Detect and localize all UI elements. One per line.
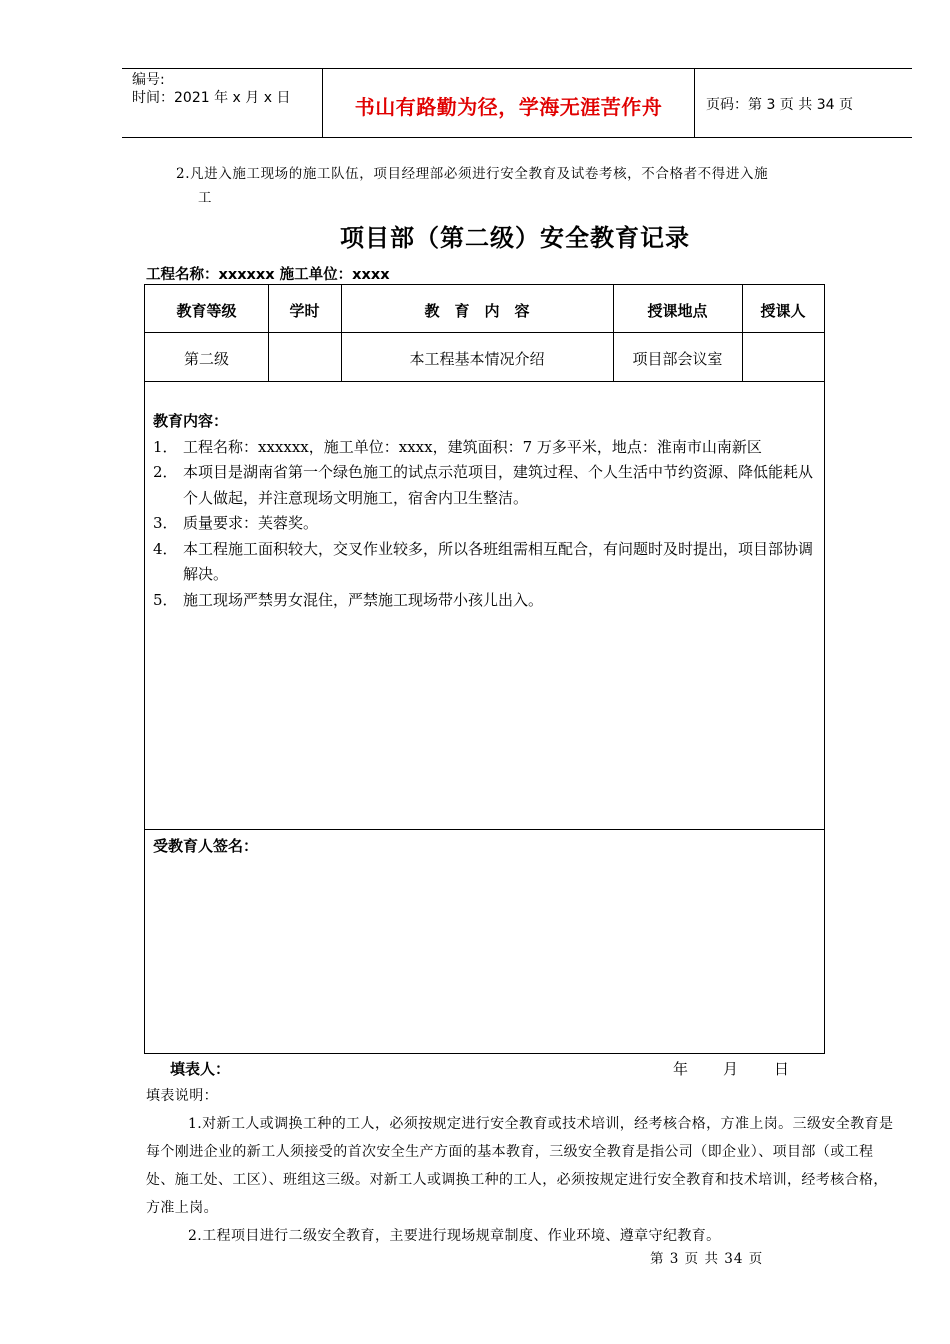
page-footer: 第 3 页 共 34 页 (650, 1251, 764, 1267)
project-line: 工程名称：xxxxxx 施工单位：xxxx (146, 267, 390, 283)
header-divider (694, 69, 695, 137)
list-item (153, 588, 818, 614)
item-text: 施工现场严禁男女混住，严禁施工现场带小孩儿出入。 (183, 590, 544, 609)
item-text: 质量要求：芙蓉奖。 (183, 514, 319, 532)
list-item (153, 460, 818, 511)
fill-notes (146, 1082, 898, 1250)
header-cell-location: 授课地点 (647, 302, 708, 320)
notes-paragraph-1: 1.对新工人或调换工种的工人，必须按规定进行安全教育或技术培训，经考核合格，方准上岗。三级安全教育是每个刚进企业的新工人须接受的首次安全生产方面的基本教育，三级安全教育是指公司（即企业）、项目部（或工程处、施工处、工区）、班组这三级。对新工人或调换工种的工人，必须按规定进行安全教育和技术培训，经考核合格，方准上岗。 (146, 1116, 894, 1216)
header-cell-lecturer: 授课人 (760, 302, 806, 320)
item-number: 3． (153, 514, 178, 532)
header-cell-level: 教育等级 (176, 302, 237, 320)
header-meta (132, 71, 290, 107)
list-item (153, 435, 818, 461)
date-month: 月 (723, 1060, 739, 1078)
header-cell-content: 教 育 内 容 (424, 302, 530, 320)
filler-label: 填表人： (170, 1060, 231, 1078)
notes-paragraph-2: 2.工程项目进行二级安全教育，主要进行现场规章制度、作业环境、遵章守纪教育。 (188, 1228, 721, 1244)
content-label: 教育内容： (153, 412, 229, 430)
header-page-info: 页码：第 3 页 共 34 页 (706, 97, 853, 113)
intro-paragraph (176, 162, 896, 210)
document-title: 项目部（第二级）安全教育记录 (340, 224, 690, 252)
intro-line: 2.凡进入施工现场的施工队伍，项目经理部必须进行安全教育及试卷考核，不合格者不得进入施 (176, 166, 769, 182)
table-rule (145, 332, 824, 333)
education-record-table (144, 284, 825, 1054)
list-item (153, 537, 818, 588)
item-text: 本项目是湖南省第一个绿色施工的试点示范项目，建筑过程、个人生活中节约资源、降低能耗从个人做起，并注意现场文明施工，宿舍内卫生整洁。 (183, 463, 814, 507)
item-text: 本工程施工面积较大，交叉作业较多，所以各班组需相互配合，有问题时及时提出，项目部协调解决。 (183, 539, 814, 583)
row-cell-content: 本工程基本情况介绍 (409, 350, 545, 368)
table-rule (145, 829, 824, 830)
item-number: 1． (153, 437, 178, 456)
list-item (153, 511, 818, 537)
date-year: 年 (673, 1060, 689, 1078)
item-text: 工程名称：xxxxxx，施工单位：xxxx，建筑面积：7 万多平米，地点：淮南市山南新区 (183, 437, 762, 456)
row-cell-level: 第二级 (183, 350, 229, 368)
education-content (153, 409, 818, 613)
item-number: 5． (153, 590, 178, 609)
signature-label: 受教育人签名： (153, 837, 259, 855)
code-label: 编号: (132, 72, 165, 88)
notes-title: 填表说明： (146, 1088, 218, 1104)
page-header (122, 68, 912, 138)
intro-line-cont: 工 (198, 190, 213, 206)
header-motto: 书山有路勤为径，学海无涯苦作舟 (354, 95, 663, 119)
header-cell-hours: 学时 (289, 302, 320, 320)
time-label: 时间：2021 年 x 月 x 日 (132, 90, 291, 106)
table-rule (145, 381, 824, 382)
date-day: 日 (774, 1060, 790, 1078)
row-cell-location: 项目部会议室 (632, 350, 723, 368)
item-number: 2． (153, 463, 178, 481)
item-number: 4． (153, 539, 178, 558)
